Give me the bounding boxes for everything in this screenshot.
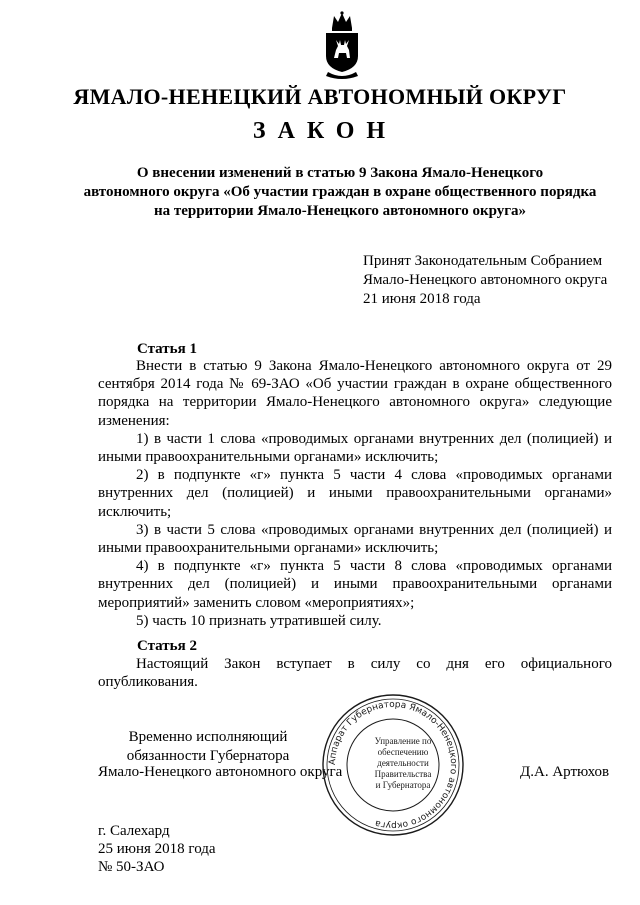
signatory-position: [88, 728, 328, 766]
signing-date: 25 июня 2018 года: [98, 841, 216, 857]
adoption-line: Ямало-Ненецкого автономного округа: [363, 272, 608, 288]
document-type-heading: ЗАКОН: [252, 118, 398, 144]
subject-line: О внесении изменений в статью 9 Закона Ямало-Ненецкого: [136, 165, 544, 181]
coat-of-arms-emblem-icon: [320, 10, 364, 80]
article-1-heading: Статья 1: [137, 341, 197, 357]
article-2-heading: Статья 2: [137, 638, 197, 654]
adoption-note: [363, 252, 607, 309]
place-date-number: [98, 822, 216, 876]
article-1-item: 1) в части 1 слова «проводимых органами внутренних дел (полицией) и иными правоохранительными органами» исключить;: [98, 430, 612, 466]
article-1-item: 4) в подпункте «г» пункта 5 части 8 слова «проводимых органами внутренних дел (полицией) и иными правоохранительными органами мероприятий» заменить словом «мероприятиях»;: [98, 558, 612, 611]
law-number: № 50-ЗАО: [98, 859, 165, 875]
article-2-text: Настоящий Закон вступает в силу со дня его официального опубликования.: [98, 656, 612, 691]
stamp-line: обеспечению: [377, 747, 429, 757]
region-heading: ЯМАЛО-НЕНЕЦКИЙ АВТОНОМНЫЙ ОКРУГ: [73, 84, 567, 109]
article-1-intro: Внести в статью 9 Закона Ямало-Ненецкого автономного округа от 29 сентября 2014 года № 69-ЗАО «Об участии граждан в охране общественного порядка на территории Ямало-Ненецкого автономного округа» следующие изменения:: [98, 358, 612, 429]
stamp-line: деятельности: [377, 758, 429, 768]
stamp-inner-text: [368, 736, 438, 791]
article-1-item: 2) в подпункте «г» пункта 5 части 4 слова «проводимых органами внутренних дел (полицией) и иными правоохранительными органами» исключить;: [98, 467, 612, 520]
stamp-ring-text: Аппарат Губернатора Ямало-Ненецкого автономного округа: [327, 699, 459, 831]
adoption-line: Принят Законодательным Собранием: [363, 253, 603, 269]
article-1-item: 5) часть 10 признать утратившей силу.: [136, 612, 382, 629]
stamp-line: и Губернатора: [375, 780, 431, 790]
article-1-body: [98, 357, 612, 630]
position-line: обязанности Губернатора: [126, 748, 290, 764]
subject-line: на территории Ямало-Ненецкого автономного округа»: [153, 203, 527, 219]
stamp-line: Правительства: [374, 769, 432, 779]
city: г. Салехард: [98, 823, 170, 839]
article-2-body: [98, 655, 612, 691]
signatory-name: Д.А. Артюхов: [520, 764, 610, 780]
position-region-line: Ямало-Ненецкого автономного округа: [98, 764, 343, 780]
subject-line: автономного округа «Об участии граждан в охране общественного порядка: [83, 184, 597, 200]
article-1-item: 3) в части 5 слова «проводимых органами внутренних дел (полицией) и иными правоохранительными органами» исключить;: [98, 521, 612, 557]
position-line: Временно исполняющий: [128, 729, 288, 745]
law-subject: [70, 164, 610, 221]
stamp-line: Управление по: [374, 736, 432, 746]
adoption-date: 21 июня 2018 года: [363, 291, 481, 307]
